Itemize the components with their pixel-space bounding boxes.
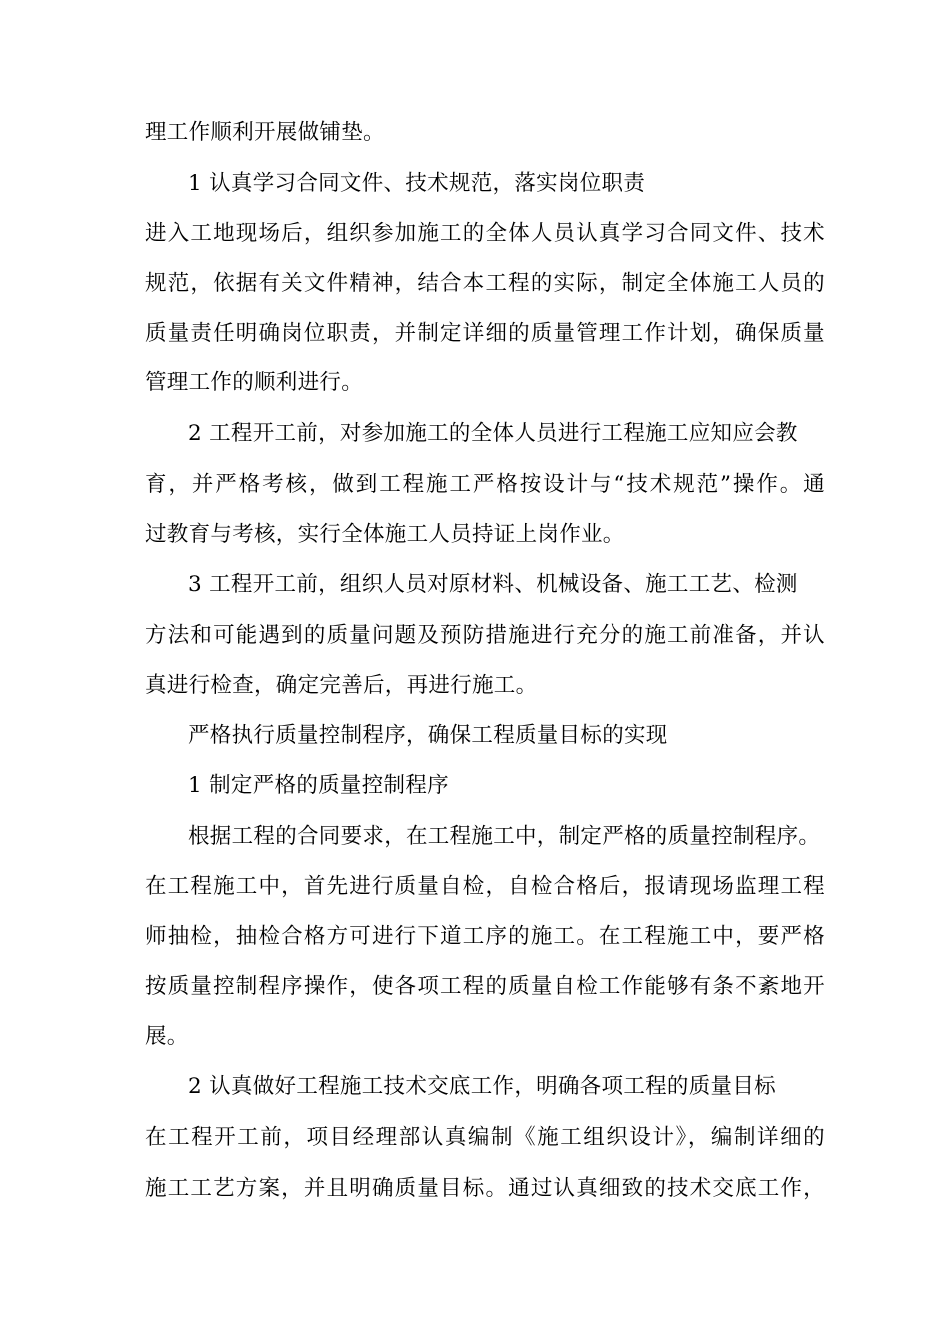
text-line: 过教育与考核，实行全体施工人员持证上岗作业。	[145, 522, 625, 547]
text-line: 进入工地现场后，组织参加施工的全体人员认真学习合同文件、技术	[145, 221, 825, 246]
text-line: 规范，依据有关文件精神，结合本工程的实际，制定全体施工人员的	[145, 271, 825, 296]
text-line: 展。	[145, 1024, 189, 1049]
text-line: 师抽检，抽检合格方可进行下道工序的施工。在工程施工中，要严格	[145, 924, 825, 949]
text-line: 根据工程的合同要求，在工程施工中，制定严格的质量控制程序。	[188, 824, 821, 849]
text-line: 真进行检查，确定完善后，再进行施工。	[145, 673, 538, 698]
text-line: 2 工程开工前，对参加施工的全体人员进行工程施工应知应会教	[188, 421, 798, 446]
text-line: 管理工作的顺利进行。	[145, 370, 364, 395]
section-heading: 2 认真做好工程施工技术交底工作，明确各项工程的质量目标	[188, 1074, 776, 1099]
section-heading: 1 制定严格的质量控制程序	[188, 773, 449, 798]
text-line: 方法和可能遇到的质量问题及预防措施进行充分的施工前准备，并认	[145, 623, 825, 648]
text-line: 理工作顺利开展做铺垫。	[145, 120, 385, 145]
section-heading: 严格执行质量控制程序，确保工程质量目标的实现	[188, 723, 668, 748]
text-line: 3 工程开工前，组织人员对原材料、机械设备、施工工艺、检测	[188, 572, 798, 597]
text-line: 按质量控制程序操作，使各项工程的质量自检工作能够有条不紊地开	[145, 974, 825, 999]
text-line: 在工程开工前，项目经理部认真编制《施工组织设计》，编制详细的	[145, 1125, 825, 1150]
text-line: 在工程施工中，首先进行质量自检，自检合格后，报请现场监理工程	[145, 874, 825, 899]
text-line: 质量责任明确岗位职责，并制定详细的质量管理工作计划，确保质量	[145, 321, 825, 346]
section-heading: 1 认真学习合同文件、技术规范，落实岗位职责	[188, 171, 646, 196]
text-line: 施工工艺方案，并且明确质量目标。通过认真细致的技术交底工作，	[145, 1176, 825, 1201]
text-line: 育，并严格考核，做到工程施工严格按设计与“技术规范”操作。通	[145, 472, 825, 497]
